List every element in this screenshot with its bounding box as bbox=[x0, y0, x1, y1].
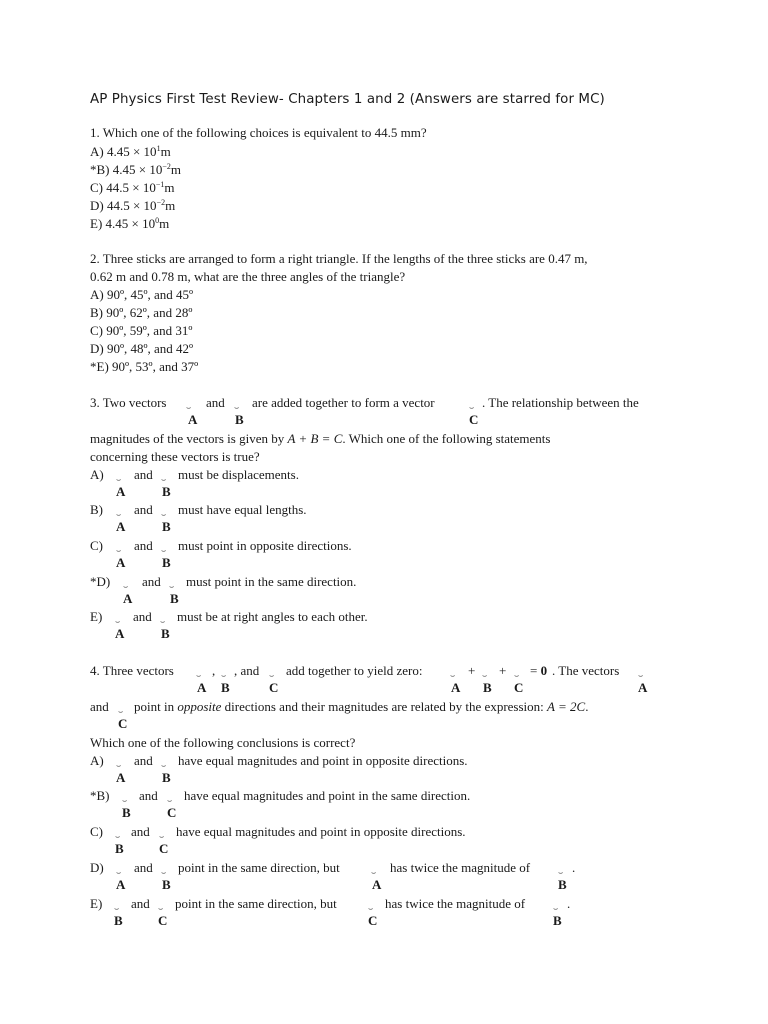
q3-choice-a-and: and bbox=[134, 467, 153, 482]
q4-choice-d-text2: has twice the magnitude of bbox=[390, 860, 531, 875]
vector-arrow-icon: ⌣ bbox=[167, 796, 173, 805]
q4-choice-e-text: point in the same direction, but bbox=[175, 896, 337, 911]
vector-arrow-icon: ⌣ bbox=[159, 832, 165, 841]
document-title: AP Physics First Test Review- Chapters 1 and 2 (Answers are starred for MC) bbox=[90, 92, 605, 107]
q4-choice-a-label: A) bbox=[90, 753, 104, 768]
q3-choice-e-label: E) bbox=[90, 609, 103, 624]
vector-arrow-icon: ⌣ bbox=[122, 796, 128, 805]
question-1-text: 1. Which one of the following choices is equivalent to 44.5 mm? bbox=[90, 125, 427, 140]
q3-choice-d-and: and bbox=[142, 574, 161, 589]
vector-b: B bbox=[122, 805, 131, 820]
q2-choice-e: *E) 90º, 53º, and 37º bbox=[90, 359, 199, 374]
q3-line1-c: are added together to form a vector bbox=[252, 395, 435, 410]
q4-choice-c-text: have equal magnitudes and point in opposite directions. bbox=[176, 824, 466, 839]
q4-choice-b-label: *B) bbox=[90, 788, 110, 803]
q4-comma-and: , and bbox=[234, 663, 260, 678]
vector-arrow-icon: ⌣ bbox=[196, 671, 202, 680]
vector-b: B bbox=[235, 412, 244, 427]
vector-b: B bbox=[221, 680, 230, 695]
question-2-text-line1: 2. Three sticks are arranged to form a right triangle. If the lengths of the three sticks are 0.47 m, bbox=[90, 251, 588, 266]
vector-arrow-icon: ⌣ bbox=[169, 582, 175, 591]
q3-choice-c-label: C) bbox=[90, 538, 103, 553]
vector-a: A bbox=[197, 680, 207, 695]
q3-choice-c-and: and bbox=[134, 538, 153, 553]
q3-choice-c-text: must point in opposite directions. bbox=[178, 538, 352, 553]
q1-choice-c: C) $44.5 \times 10^{-1}m$ bbox=[90, 180, 175, 195]
vector-c: C bbox=[167, 805, 177, 820]
vector-c: C bbox=[269, 680, 279, 695]
q4-line1-a: 4. Three vectors bbox=[90, 663, 174, 678]
q4-plus-2: + bbox=[499, 663, 507, 678]
vector-arrow-icon: ⌣ bbox=[368, 904, 374, 913]
question-2-text-line2: 0.62 m and 0.78 m, what are the three angles of the triangle? bbox=[90, 269, 406, 284]
vector-b: B bbox=[162, 555, 171, 570]
q4-line2-and: and bbox=[90, 699, 109, 714]
q4-choice-d-label: D) bbox=[90, 860, 104, 875]
vector-a: A bbox=[116, 770, 126, 785]
vector-a: A bbox=[116, 519, 126, 534]
q3-choice-a-text: must be displacements. bbox=[178, 467, 299, 482]
q4-choice-c-label: C) bbox=[90, 824, 103, 839]
vector-c: C bbox=[469, 412, 479, 427]
vector-arrow-icon: ⌣ bbox=[116, 761, 122, 770]
vector-arrow-icon: ⌣ bbox=[450, 671, 456, 680]
vector-a: A bbox=[638, 680, 648, 695]
vector-arrow-icon: ⌣ bbox=[123, 582, 129, 591]
vector-c: C bbox=[158, 913, 168, 928]
vector-arrow-icon: ⌣ bbox=[116, 510, 122, 519]
q1-choice-d: D) $44.5 \times 10^{-2}m$ bbox=[90, 198, 176, 213]
vector-arrow-icon: ⌣ bbox=[115, 617, 121, 626]
vector-arrow-icon: ⌣ bbox=[514, 671, 520, 680]
q3-line2: magnitudes of the vectors is given by A + B = C. Which one of the following statements bbox=[90, 431, 551, 446]
q3-line3: concerning these vectors is true? bbox=[90, 449, 260, 464]
vector-a: A bbox=[372, 877, 382, 892]
vector-arrow-icon: ⌣ bbox=[161, 510, 167, 519]
vector-arrow-icon: ⌣ bbox=[161, 475, 167, 484]
vector-arrow-icon: ⌣ bbox=[115, 832, 121, 841]
q3-choice-e-text: must be at right angles to each other. bbox=[177, 609, 368, 624]
vector-arrow-icon: ⌣ bbox=[469, 403, 475, 412]
vector-a: A bbox=[116, 484, 126, 499]
q4-choice-d-end: . bbox=[572, 860, 576, 875]
vector-b: B bbox=[162, 877, 171, 892]
q2-choice-c: C) 90º, 59º, and 31º bbox=[90, 323, 193, 338]
q4-line1-c: . The vectors bbox=[552, 663, 620, 678]
vector-b: B bbox=[170, 591, 179, 606]
vector-arrow-icon: ⌣ bbox=[482, 671, 488, 680]
q1-choice-a: A) $4.45 \times 10^1m$ bbox=[90, 144, 171, 159]
q4-choice-a-text: have equal magnitudes and point in opposite directions. bbox=[178, 753, 468, 768]
q4-choice-b-text: have equal magnitudes and point in the same direction. bbox=[184, 788, 471, 803]
vector-arrow-icon: ⌣ bbox=[114, 904, 120, 913]
q2-choice-b: B) 90º, 62º, and 28º bbox=[90, 305, 193, 320]
vector-b: B bbox=[114, 913, 123, 928]
vector-c: C bbox=[118, 716, 128, 731]
vector-b: B bbox=[162, 484, 171, 499]
vector-arrow-icon: ⌣ bbox=[221, 671, 227, 680]
vector-c: C bbox=[368, 913, 378, 928]
q3-line1-b: and bbox=[206, 395, 225, 410]
vector-arrow-icon: ⌣ bbox=[558, 868, 564, 877]
q4-choice-e-and: and bbox=[131, 896, 150, 911]
q3-choice-b-text: must have equal lengths. bbox=[178, 502, 307, 517]
vector-b: B bbox=[553, 913, 562, 928]
vector-arrow-icon: ⌣ bbox=[186, 403, 192, 412]
q3-choice-e-and: and bbox=[133, 609, 152, 624]
vector-arrow-icon: ⌣ bbox=[269, 671, 275, 680]
q4-plus-1: + bbox=[468, 663, 476, 678]
vector-arrow-icon: ⌣ bbox=[116, 868, 122, 877]
q3-line1-a: 3. Two vectors bbox=[90, 395, 167, 410]
q2-choice-d: D) 90º, 48º, and 42º bbox=[90, 341, 194, 356]
vector-a: A bbox=[123, 591, 133, 606]
q3-line1-d: . The relationship between the bbox=[482, 395, 639, 410]
q3-choice-b-label: B) bbox=[90, 502, 103, 517]
vector-arrow-icon: ⌣ bbox=[638, 671, 644, 680]
vector-arrow-icon: ⌣ bbox=[161, 868, 167, 877]
vector-arrow-icon: ⌣ bbox=[118, 707, 124, 716]
vector-a: A bbox=[116, 877, 126, 892]
vector-arrow-icon: ⌣ bbox=[371, 868, 377, 877]
vector-c: C bbox=[159, 841, 169, 856]
vector-arrow-icon: ⌣ bbox=[553, 904, 559, 913]
vector-arrow-icon: ⌣ bbox=[116, 475, 122, 484]
q4-choice-e-end: . bbox=[567, 896, 571, 911]
vector-c: C bbox=[514, 680, 524, 695]
vector-arrow-icon: ⌣ bbox=[161, 546, 167, 555]
vector-b: B bbox=[162, 519, 171, 534]
vector-b: B bbox=[483, 680, 492, 695]
q4-choice-e-text2: has twice the magnitude of bbox=[385, 896, 526, 911]
q1-choice-b: *B) $4.45 \times 10^{-2}m$ bbox=[90, 162, 181, 177]
vector-arrow-icon: ⌣ bbox=[160, 617, 166, 626]
vector-arrow-icon: ⌣ bbox=[161, 761, 167, 770]
q4-choice-a-and: and bbox=[134, 753, 153, 768]
q4-choice-d-text: point in the same direction, but bbox=[178, 860, 340, 875]
q4-line3: Which one of the following conclusions is correct? bbox=[90, 735, 356, 750]
vector-b: B bbox=[115, 841, 124, 856]
q3-choice-d-label: *D) bbox=[90, 574, 111, 589]
vector-b: B bbox=[162, 770, 171, 785]
q4-choice-c-and: and bbox=[131, 824, 150, 839]
q3-choice-b-and: and bbox=[134, 502, 153, 517]
q4-choice-e-label: E) bbox=[90, 896, 103, 911]
q3-choice-d-text: must point in the same direction. bbox=[186, 574, 357, 589]
vector-arrow-icon: ⌣ bbox=[116, 546, 122, 555]
q4-choice-b-and: and bbox=[139, 788, 158, 803]
q4-line2: point in opposite directions and their magnitudes are related by the expression: A = 2C. bbox=[134, 699, 589, 714]
vector-arrow-icon: ⌣ bbox=[234, 403, 240, 412]
q4-comma-1: , bbox=[212, 663, 216, 678]
q1-choice-e: E) $4.45 \times 10^0m$ bbox=[90, 216, 170, 231]
q3-choice-a-label: A) bbox=[90, 467, 104, 482]
vector-b: B bbox=[558, 877, 567, 892]
vector-a: A bbox=[188, 412, 198, 427]
q2-choice-a: A) 90º, 45º, and 45º bbox=[90, 287, 194, 302]
q4-line1-b: add together to yield zero: bbox=[286, 663, 423, 678]
vector-a: A bbox=[115, 626, 125, 641]
vector-a: A bbox=[116, 555, 126, 570]
q4-equals-zero: = 0 bbox=[530, 663, 548, 678]
vector-b: B bbox=[161, 626, 170, 641]
q4-choice-d-and: and bbox=[134, 860, 153, 875]
vector-a: A bbox=[451, 680, 461, 695]
vector-arrow-icon: ⌣ bbox=[158, 904, 164, 913]
